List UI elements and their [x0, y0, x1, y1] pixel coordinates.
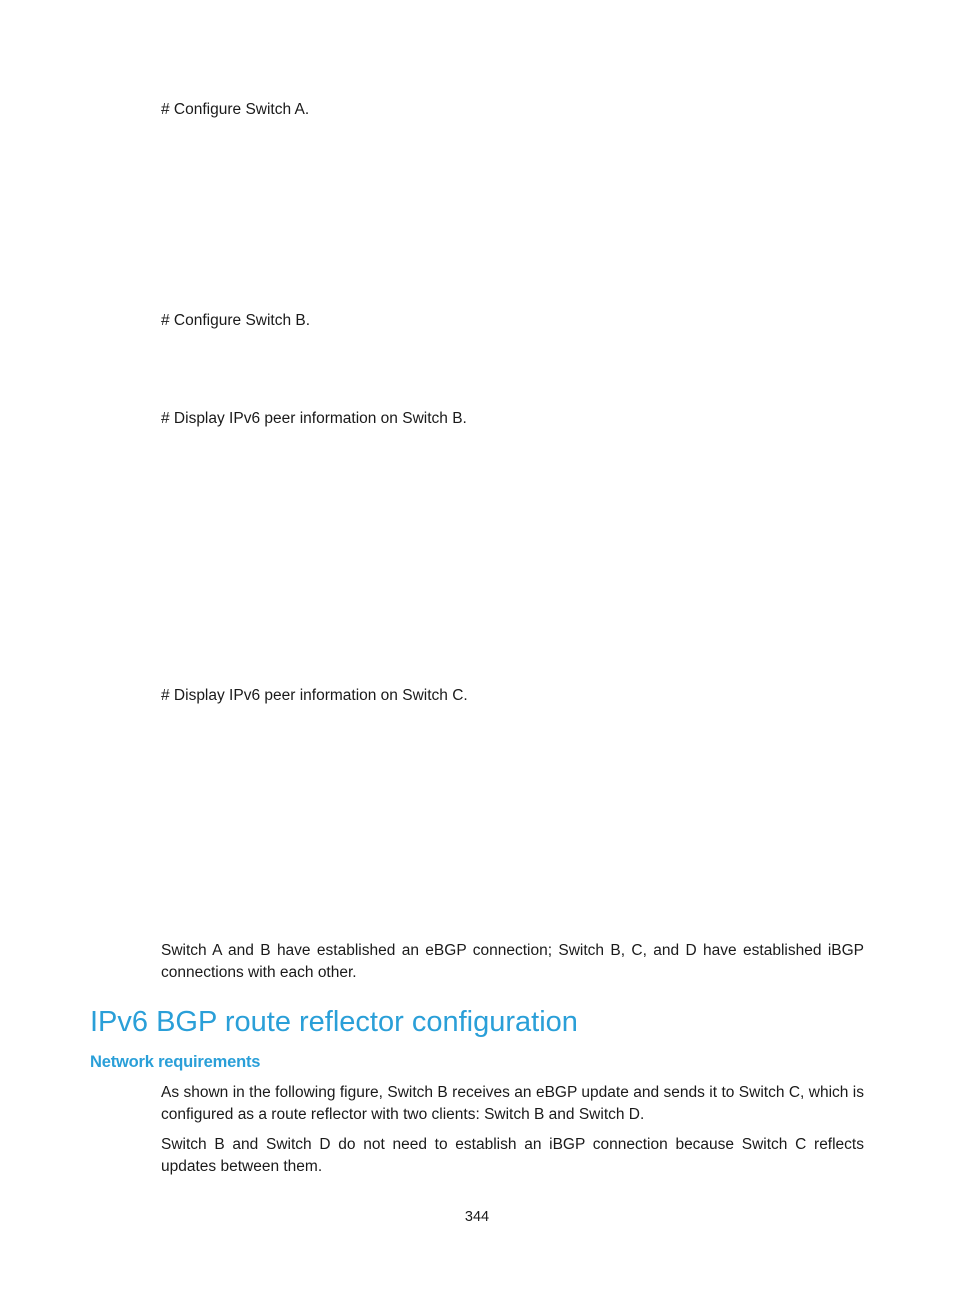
section-title: IPv6 BGP route reflector configuration	[90, 1006, 578, 1038]
summary-paragraph: Switch A and B have established an eBGP connection; Switch B, C, and D have established iBGP connections with each other.	[161, 942, 864, 981]
comment-display-peer-switch-b: # Display IPv6 peer information on Switch B.	[161, 410, 467, 427]
requirements-paragraph-1: As shown in the following figure, Switch B receives an eBGP update and sends it to Switch C, which is configured as a route reflector with two clients: Switch B and Switch D.	[161, 1084, 864, 1123]
comment-configure-switch-a: # Configure Switch A.	[161, 101, 310, 118]
requirements-paragraph-2: Switch B and Switch D do not need to establish an iBGP connection because Switch C reflects updates between them.	[161, 1136, 864, 1175]
subsection-title: Network requirements	[90, 1053, 261, 1071]
page-number: 344	[464, 1209, 490, 1225]
comment-display-peer-switch-c: # Display IPv6 peer information on Switch C.	[161, 687, 468, 704]
comment-configure-switch-b: # Configure Switch B.	[161, 312, 311, 329]
